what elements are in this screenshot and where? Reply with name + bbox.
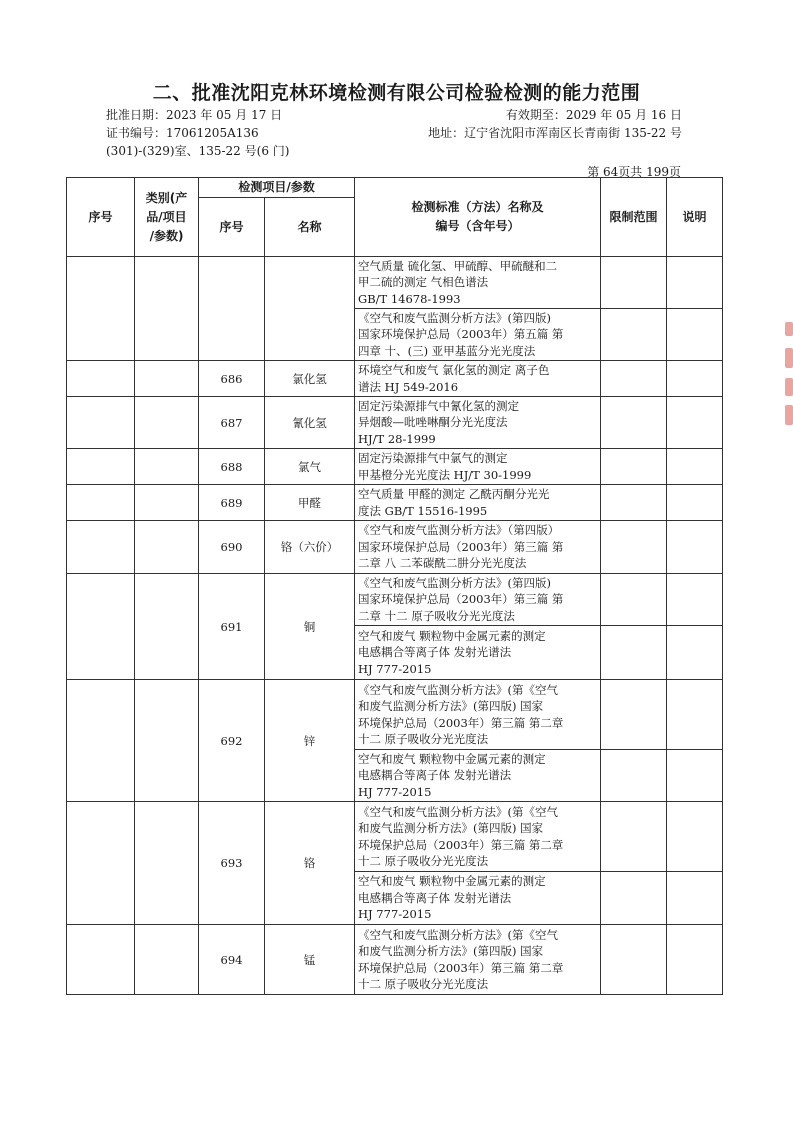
standard-line: 固定污染源排气中氰化氢的测定 <box>358 398 520 413</box>
standard-line: 空气质量 硫化氢、甲硫醇、甲硫醚和二 <box>358 258 558 273</box>
standard-line: 电感耦合等离子体 发射光谱法 <box>358 768 512 783</box>
cell-remark <box>667 485 723 521</box>
table-row <box>67 485 723 521</box>
table-row <box>67 361 723 397</box>
standard-line: 甲基橙分光光度法 HJ/T 30-1999 <box>358 467 532 482</box>
header-item-name: 名称 <box>265 198 355 257</box>
cell-limit <box>601 925 667 995</box>
table-row <box>67 925 723 995</box>
standard-line: 电感耦合等离子体 发射光谱法 <box>358 890 512 905</box>
table-row <box>67 521 723 574</box>
standard-line: 十二 原子吸收分光光度法 <box>358 732 489 746</box>
cell-remark <box>667 872 723 925</box>
cell-remark <box>667 361 723 397</box>
cell-remark <box>667 257 723 309</box>
standard-line: 空气质量 甲醛的测定 乙酰丙酮分光光 <box>358 487 550 501</box>
table-row <box>67 574 723 626</box>
cell-item-name: 铜 <box>265 574 355 680</box>
cell-limit <box>601 626 667 680</box>
header-category-line2: 品/项目 <box>146 209 187 224</box>
cell-seq <box>67 397 135 449</box>
standard-line: 空气和废气 颗粒物中金属元素的测定 <box>358 751 546 766</box>
address-continued: (301)-(329)室、135-22 号(6 门) <box>106 144 290 158</box>
cell-item-seq: 687 <box>199 397 265 449</box>
cell-seq <box>67 680 135 802</box>
cell-remark <box>667 750 723 802</box>
cell-category <box>135 257 199 361</box>
standard-line: 空气和废气 颗粒物中金属元素的测定 <box>358 628 546 643</box>
cell-item-seq: 686 <box>199 361 265 397</box>
standard-line: GB/T 14678-1993 <box>358 291 461 306</box>
cell-limit <box>601 397 667 449</box>
standard-line: 甲二硫的测定 气相色谱法 <box>358 275 489 290</box>
cell-item-seq: 691 <box>199 574 265 680</box>
standard-line: 《空气和废气监测分析方法》（第四版） <box>358 523 560 538</box>
standard-line: 电感耦合等离子体 发射光谱法 <box>358 645 512 660</box>
page-title: 二、批准沈阳克林环境检测有限公司检验检测的能力范围 <box>152 82 641 104</box>
standard-line: 《空气和废气监测分析方法》(第四版) <box>358 310 551 325</box>
standard-line: HJ/T 28-1999 <box>358 431 436 446</box>
standard-line: 国家环境保护总局（2003年）第三篇 第 <box>358 592 564 607</box>
cell-limit <box>601 750 667 802</box>
cell-category <box>135 397 199 449</box>
cell-item-name: 锌 <box>265 680 355 802</box>
cell-item-seq: 694 <box>199 925 265 995</box>
cell-standard <box>355 574 601 626</box>
cell-seq <box>67 521 135 574</box>
cell-item-name: 氰化氢 <box>265 397 355 449</box>
stamp-edge-mark <box>785 348 793 368</box>
standard-line: 《空气和废气监测分析方法》(第《空气 <box>358 682 559 697</box>
cell-item-seq: 690 <box>199 521 265 574</box>
standard-line: 和废气监测分析方法》(第四版) 国家 <box>358 944 544 958</box>
approval-date: 批准日期：2023 年 05 月 17 日 <box>106 108 283 122</box>
cell-category <box>135 361 199 397</box>
standard-line: 《空气和废气监测分析方法》(第四版) <box>358 575 551 590</box>
cell-remark <box>667 802 723 872</box>
cell-category <box>135 680 199 802</box>
standard-line: HJ 777-2015 <box>358 661 432 676</box>
standard-line: 二章 八 二苯碳酰二肼分光光度法 <box>358 556 527 571</box>
header-items-group: 检测项目/参数 <box>199 178 355 198</box>
cell-seq <box>67 361 135 397</box>
standard-line: 异烟酸—吡唑啉酮分光光度法 <box>358 415 508 430</box>
cell-item-name: 铬（六价） <box>265 521 355 574</box>
cell-category <box>135 802 199 925</box>
cell-limit <box>601 802 667 872</box>
header-standard <box>355 178 601 257</box>
standard-line: 和废气监测分析方法》(第四版) 国家 <box>358 821 544 835</box>
table-row <box>67 449 723 485</box>
header-limit: 限制范围 <box>601 178 667 257</box>
header-category <box>135 178 199 257</box>
cell-category <box>135 485 199 521</box>
cell-limit <box>601 680 667 750</box>
cell-item-seq <box>199 257 265 361</box>
standard-line: 二章 十二 原子吸收分光光度法 <box>358 608 515 623</box>
standard-line: 环境保护总局（2003年）第三篇 第二章 <box>358 960 564 975</box>
cell-seq <box>67 925 135 995</box>
cell-limit <box>601 521 667 574</box>
stamp-edge-mark <box>785 378 793 396</box>
capability-scope-table <box>66 177 723 995</box>
header-remark: 说明 <box>667 178 723 257</box>
cell-standard <box>355 397 601 449</box>
cell-category <box>135 574 199 680</box>
cell-remark <box>667 309 723 361</box>
table-row <box>67 680 723 750</box>
standard-line: 谱法 HJ 549-2016 <box>358 379 459 394</box>
cell-category <box>135 449 199 485</box>
cell-standard <box>355 872 601 925</box>
cell-standard <box>355 257 601 309</box>
cell-standard <box>355 680 601 750</box>
cell-item-seq: 689 <box>199 485 265 521</box>
cell-remark <box>667 925 723 995</box>
cell-limit <box>601 449 667 485</box>
certificate-number: 证书编号：17061205A136 <box>106 126 259 140</box>
cell-remark <box>667 521 723 574</box>
cell-item-name: 甲醛 <box>265 485 355 521</box>
cell-standard <box>355 750 601 802</box>
standard-line: 《空气和废气监测分析方法》(第《空气 <box>358 927 559 942</box>
cell-standard <box>355 521 601 574</box>
table-row <box>67 802 723 872</box>
header-seq: 序号 <box>67 178 135 257</box>
cell-seq <box>67 257 135 361</box>
cell-standard <box>355 449 601 485</box>
standard-line: HJ 777-2015 <box>358 784 432 799</box>
cell-seq <box>67 802 135 925</box>
cell-standard <box>355 485 601 521</box>
standard-line: 度法 GB/T 15516-1995 <box>358 503 488 518</box>
cell-seq <box>67 449 135 485</box>
table-row <box>67 397 723 449</box>
standard-line: 空气和废气 颗粒物中金属元素的测定 <box>358 874 546 889</box>
standard-line: 环境保护总局（2003年）第三篇 第二章 <box>358 715 564 730</box>
cell-remark <box>667 626 723 680</box>
cell-item-name: 锰 <box>265 925 355 995</box>
cell-remark <box>667 397 723 449</box>
standard-line: 《空气和废气监测分析方法》(第《空气 <box>358 804 559 819</box>
cell-remark <box>667 574 723 626</box>
header-standard-line1: 检测标准（方法）名称及 <box>411 200 544 214</box>
cell-limit <box>601 872 667 925</box>
cell-standard <box>355 626 601 680</box>
standard-line: 和废气监测分析方法》(第四版) 国家 <box>358 699 544 713</box>
cell-item-name <box>265 257 355 361</box>
header-item-seq: 序号 <box>199 198 265 257</box>
cell-standard <box>355 925 601 995</box>
address: 地址：辽宁省沈阳市浑南区长青南街 135-22 号 <box>428 126 682 140</box>
cell-limit <box>601 257 667 309</box>
stamp-edge-mark <box>785 322 793 336</box>
cell-category <box>135 521 199 574</box>
standard-line: 固定污染源排气中氯气的测定 <box>358 451 508 465</box>
cell-seq <box>67 574 135 680</box>
cell-item-name: 铬 <box>265 802 355 925</box>
cell-standard <box>355 361 601 397</box>
cell-item-name: 氯气 <box>265 449 355 485</box>
cell-limit <box>601 574 667 626</box>
cell-limit <box>601 361 667 397</box>
cell-item-seq: 688 <box>199 449 265 485</box>
cell-item-seq: 693 <box>199 802 265 925</box>
cell-remark <box>667 449 723 485</box>
cell-standard <box>355 802 601 872</box>
cell-item-name: 氯化氢 <box>265 361 355 397</box>
standard-line: 国家环境保护总局（2003年）第三篇 第 <box>358 539 564 554</box>
cell-seq <box>67 485 135 521</box>
valid-until: 有效期至：2029 年 05 月 16 日 <box>505 108 682 122</box>
page-indicator: 第 64页共 199页 <box>587 165 681 179</box>
cell-remark <box>667 680 723 750</box>
cell-category <box>135 925 199 995</box>
header-category-line1: 类别(产 <box>145 190 188 205</box>
standard-line: HJ 777-2015 <box>358 907 432 922</box>
header-category-line3: /参数) <box>149 228 184 243</box>
standard-line: 十二 原子吸收分光光度法 <box>358 854 489 868</box>
cell-limit <box>601 485 667 521</box>
standard-line: 环境空气和废气 氯化氢的测定 离子色 <box>358 363 550 377</box>
stamp-edge-mark <box>785 405 793 425</box>
standard-line: 国家环境保护总局（2003年）第五篇 第 <box>358 327 564 342</box>
standard-line: 十二 原子吸收分光光度法 <box>358 977 489 991</box>
cell-item-seq: 692 <box>199 680 265 802</box>
standard-line: 四章 十、(三) 亚甲基蓝分光光度法 <box>358 343 536 358</box>
cell-limit <box>601 309 667 361</box>
cell-standard <box>355 309 601 361</box>
table-row <box>67 257 723 309</box>
header-standard-line2: 编号（含年号） <box>435 219 520 233</box>
standard-line: 环境保护总局（2003年）第三篇 第二章 <box>358 837 564 852</box>
